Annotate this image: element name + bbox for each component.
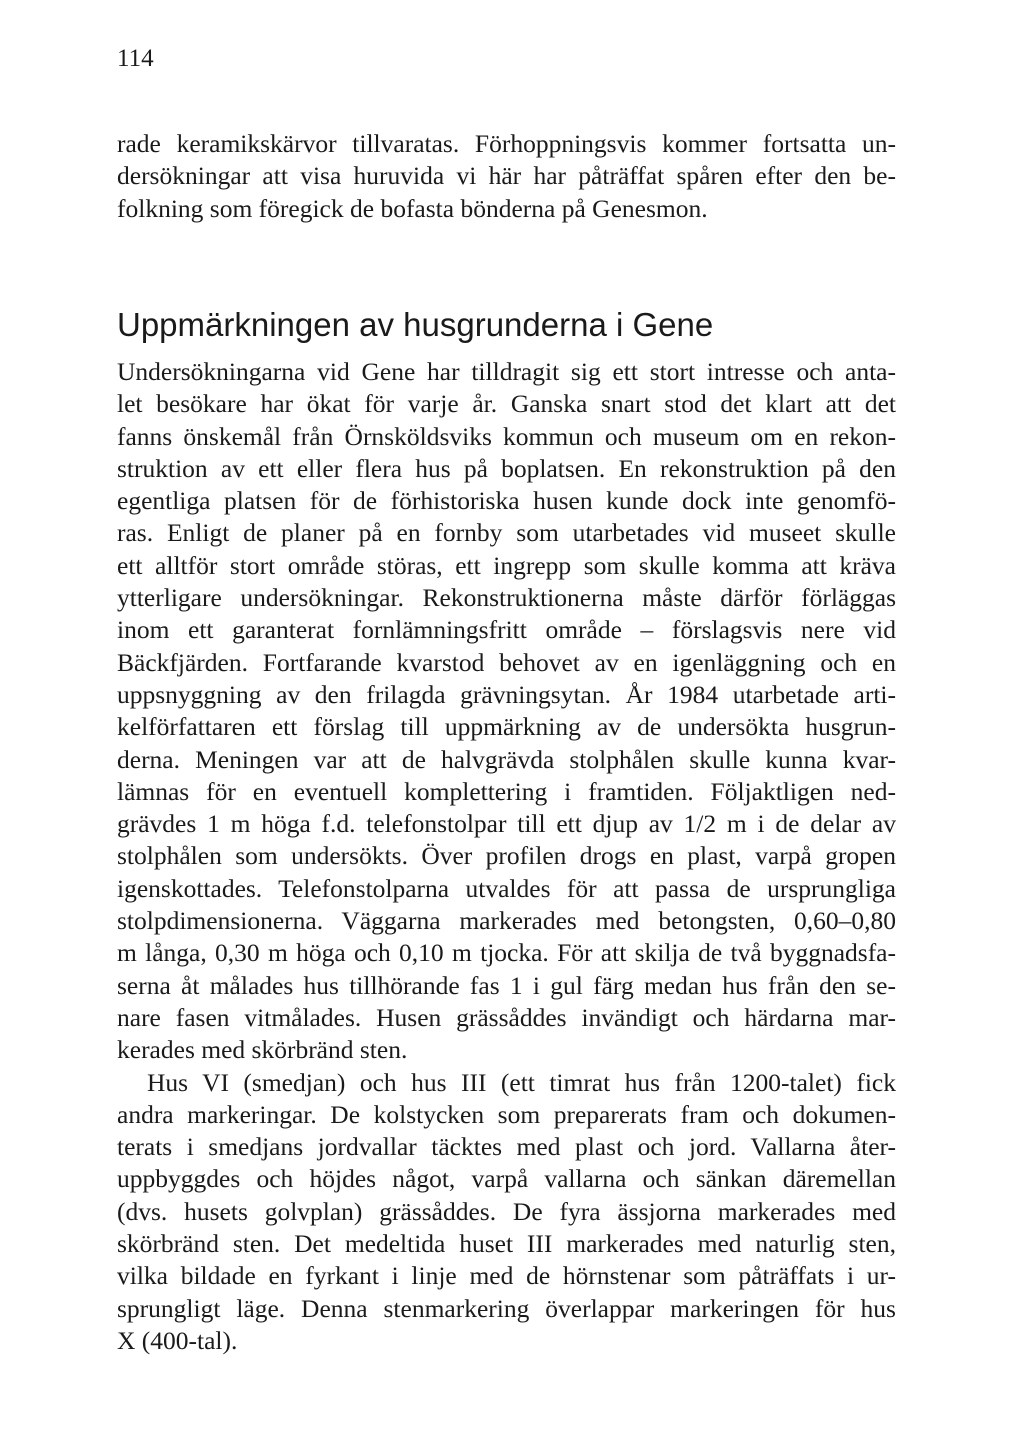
text-line: stolphålen som undersökts. Över profilen drogs en plast, varpå gropen (117, 841, 896, 871)
text-line: derna. Meningen var att de halvgrävda stolphålen skulle kunna kvar- (117, 744, 896, 774)
text-line: terats i smedjans jordvallar täcktes med plast och jord. Vallarna åter- (117, 1132, 896, 1162)
text-line: ytterligare undersökningar. Rekonstruktionerna måste därför förläggas (117, 583, 896, 613)
text-line: igenskottades. Telefonstolparna utvaldes för att passa de ursprungliga (117, 873, 896, 903)
text-line: uppbyggdes och höjdes något, varpå vallarna och sänkan däremellan (117, 1164, 896, 1194)
text-line: struktion av ett eller flera hus på boplatsen. En rekonstruktion på den (117, 453, 896, 483)
text-line: lämnas för en eventuell komplettering i framtiden. Följaktligen ned- (117, 776, 896, 806)
text-line: andra markeringar. De kolstycken som preparerats fram och dokumen- (117, 1099, 896, 1129)
text-line: rade keramikskärvor tillvaratas. Förhoppningsvis kommer fortsatta un- (117, 129, 896, 158)
body-paragraphs (117, 356, 896, 1357)
text-line: Hus VI (smedjan) och hus III (ett timrat hus från 1200-talet) fick (147, 1067, 896, 1097)
text-line: skörbränd sten. Det medeltida huset III markerades med naturlig sten, (117, 1229, 896, 1259)
text-line: m långa, 0,30 m höga och 0,10 m tjocka. För att skilja de två byggnadsfa- (117, 938, 896, 968)
text-line: grävdes 1 m höga f.d. telefonstolpar till ett djup av 1/2 m i de delar av (117, 809, 896, 839)
text-line: (dvs. husets golvplan) grässåddes. De fyra ässjorna markerades med (117, 1196, 896, 1226)
text-line: vilka bildade en fyrkant i linje med de hörnstenar som påträffats i ur- (117, 1261, 896, 1291)
text-line: stolpdimensionerna. Väggarna markerades med betongsten, 0,60–0,80 (117, 906, 896, 936)
text-line: serna åt målades hus tillhörande fas 1 i gul färg medan hus från den se- (117, 970, 896, 1000)
page-number: 114 (117, 45, 154, 72)
text-line: uppsnyggning av den frilagda grävningsytan. År 1984 utarbetade arti- (117, 679, 896, 709)
text-line: ett alltför stort område störas, ett ingrepp som skulle komma att kräva (117, 550, 896, 580)
text-line: Bäckfjärden. Fortfarande kvarstod behovet av en igenläggning och en (117, 647, 896, 677)
text-line: Undersökningarna vid Gene har tilldragit sig ett stort intresse och anta- (117, 357, 896, 386)
text-line: folkning som föregick de bofasta bönderna på Genesmon. (117, 193, 708, 223)
text-line: sprungligt läge. Denna stenmarkering överlappar markeringen för hus (117, 1293, 896, 1323)
text-line: kelförfattaren ett förslag till uppmärkning av de undersökta husgrun- (117, 712, 896, 742)
text-line: let besökare har ökat för varje år. Ganska snart stod det klart att det (117, 389, 896, 419)
text-line: ras. Enligt de planer på en fornby som utarbetades vid museet skulle (117, 518, 896, 548)
text-line: egentliga platsen för de förhistoriska husen kunde dock inte genomfö- (117, 486, 896, 516)
text-line: fanns önskemål från Örnsköldsviks kommun och museum om en rekon- (117, 421, 896, 451)
text-line: inom ett garanterat fornlämningsfritt område – förslagsvis nere vid (117, 615, 896, 645)
text-line: X (400-tal). (117, 1325, 238, 1355)
text-line: dersökningar att visa huruvida vi här har påträffat spåren efter den be- (117, 161, 896, 191)
text-line: kerades med skörbränd sten. (117, 1035, 408, 1065)
text-line: nare fasen vitmålades. Husen grässåddes invändigt och härdarna mar- (117, 1002, 896, 1032)
section-heading: Uppmärkningen av husgrunderna i Gene (117, 306, 714, 343)
intro-paragraph (117, 128, 896, 225)
